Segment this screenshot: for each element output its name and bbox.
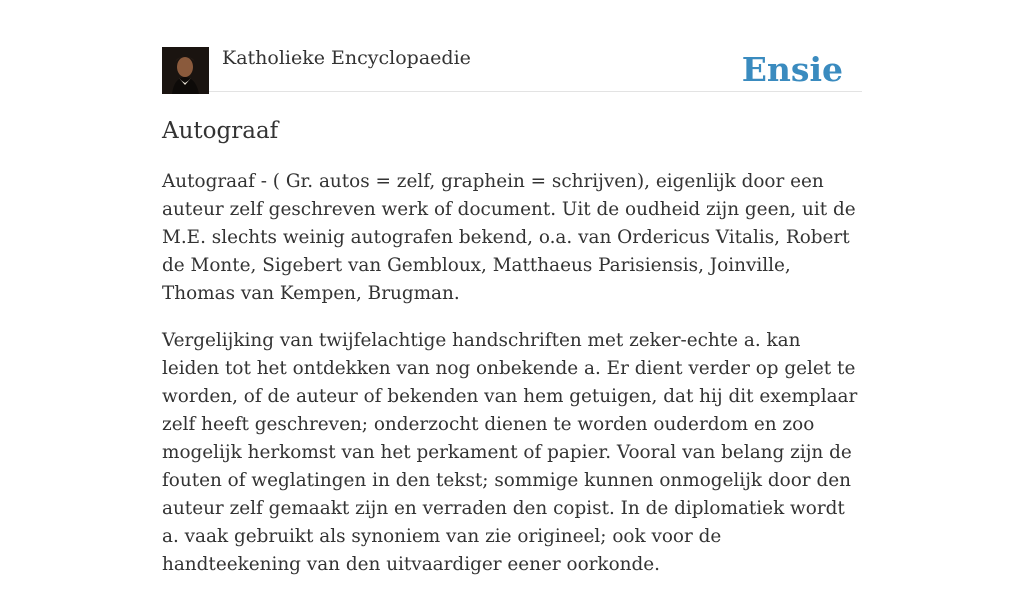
- article-paragraph: Autograaf - ( Gr. autos = zelf, graphein = schrijven), eigenlijk door een auteur zelf geschreven werk of document. Uit de oudheid zijn geen, uit de M.E. slechts weinig autografen bekend, o.a. van Ordericus Vitalis, Robert de Monte, Sigebert van Gembloux, Matthaeus Parisiensis, Joinville, Thomas van Kempen, Brugman.: [162, 171, 856, 304]
- article-page: [162, 0, 862, 575]
- article-paragraph: Vergelijking van twijfelachtige handschriften met zeker-echte a. kan leiden tot het ontdekken van nog onbekende a. Er dient verder op gelet te worden, of de auteur of bekenden van hem getuigen, dat hij dit exemplaar zelf heeft geschreven; onderzocht dienen te worden ouderdom en zoo mogelijk herkomst van het perkament of papier. Vooral van belang zijn de fouten of weglatingen in den tekst; sommige kunnen onmogelijk door den auteur zelf gemaakt zijn en verraden den copist. In de diplomatiek wordt a. vaak gebruikt als synoniem van zie origineel; ook voor de handteekening van den uitvaardiger eener oorkonde.: [162, 330, 858, 575]
- brand-logo[interactable]: Ensie: [741, 50, 843, 89]
- article-title: Autograaf: [162, 118, 279, 144]
- site-header: [162, 0, 862, 92]
- portrait-avatar-icon[interactable]: [162, 47, 209, 94]
- source-name[interactable]: Katholieke Encyclopaedie: [222, 47, 471, 69]
- article-body: [162, 168, 862, 598]
